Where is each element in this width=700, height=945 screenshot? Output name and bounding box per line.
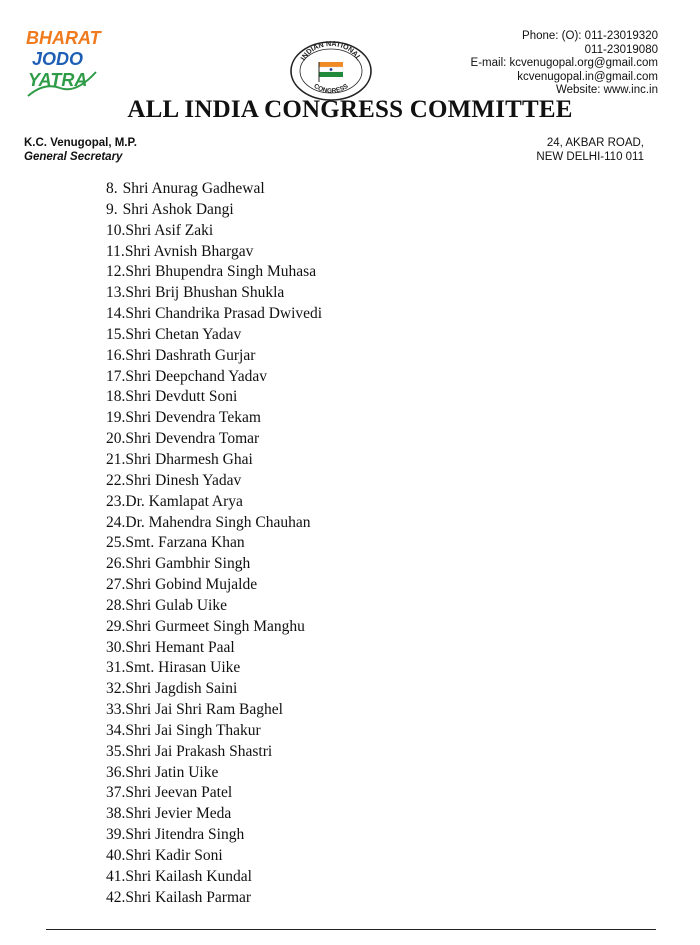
list-item-number: 14. xyxy=(106,305,126,323)
address-line-1: 24, AKBAR ROAD, xyxy=(546,137,644,149)
list-item-number: 33. xyxy=(106,701,126,719)
list-item-name: Shri Dharmesh Ghai xyxy=(125,450,253,468)
list-item-number: 31. xyxy=(106,659,126,677)
list-item-name: Shri Gobind Mujalde xyxy=(125,576,258,594)
list-item xyxy=(106,387,322,408)
list-item xyxy=(106,867,322,888)
list-item-number: 25. xyxy=(106,534,126,552)
list-item-name: Shri Bhupendra Singh Muhasa xyxy=(125,263,317,281)
list-item-name: Shri Jeevan Patel xyxy=(125,784,233,802)
contact-phone: Phone: (O): 011-23019320 xyxy=(522,30,658,42)
list-item-name: Smt. Hirasan Uike xyxy=(125,659,241,677)
list-item-number: 35. xyxy=(106,742,126,760)
list-item-name: Shri Jai Shri Ram Baghel xyxy=(125,701,283,719)
list-item xyxy=(106,492,322,513)
list-item-number: 39. xyxy=(106,826,126,844)
list-item xyxy=(106,700,322,721)
list-item-number: 41. xyxy=(106,867,126,885)
list-item-name: Dr. Mahendra Singh Chauhan xyxy=(125,513,311,531)
list-item xyxy=(106,575,322,596)
list-item-number: 11. xyxy=(106,242,125,260)
list-item-name: Shri Deepchand Yadav xyxy=(125,367,268,385)
list-item xyxy=(106,367,322,388)
contact-email-2: kcvenugopal.in@gmail.com xyxy=(517,70,658,83)
list-item xyxy=(106,617,322,638)
list-item-name: Shri Kailash Parmar xyxy=(125,888,252,906)
list-item xyxy=(106,471,322,492)
list-item-name: Shri Jai Singh Thakur xyxy=(125,721,261,739)
list-item xyxy=(106,200,322,221)
inc-seal-logo xyxy=(288,40,374,102)
list-item-name: Shri Chandrika Prasad Dwivedi xyxy=(125,305,323,323)
list-item xyxy=(106,846,322,867)
list-item xyxy=(106,721,322,742)
bjy-line-2: JODO xyxy=(32,49,84,69)
list-item-number: 24. xyxy=(106,513,126,531)
list-item-number: 37. xyxy=(106,784,126,802)
list-item-name: Shri Hemant Paal xyxy=(125,638,235,656)
list-item-name: Shri Jatin Uike xyxy=(125,763,219,781)
footer-divider xyxy=(46,929,656,930)
bjy-line-3: YATRA xyxy=(28,70,88,90)
seal-top-text: INDIAN NATIONAL xyxy=(298,40,364,62)
list-item-number: 29. xyxy=(106,617,126,635)
list-item-number: 23. xyxy=(106,492,126,510)
list-item-name: Shri Devendra Tomar xyxy=(125,430,260,448)
list-item-name: Shri Jagdish Saini xyxy=(125,680,238,698)
list-item-name: Shri Brij Bhushan Shukla xyxy=(125,284,285,302)
list-item-name: Shri Kailash Kundal xyxy=(125,867,252,885)
sender-role: General Secretary xyxy=(24,151,123,163)
list-item-number: 13. xyxy=(106,284,126,302)
list-item-name: Shri Jitendra Singh xyxy=(125,826,245,844)
list-item-name: Shri Devdutt Soni xyxy=(125,388,238,406)
list-item xyxy=(106,554,322,575)
list-item xyxy=(106,325,322,346)
address-line-2: NEW DELHI-110 011 xyxy=(536,151,644,163)
list-item-number: 30. xyxy=(106,638,126,656)
list-item-name: Shri Avnish Bhargav xyxy=(124,242,254,260)
list-item xyxy=(106,763,322,784)
list-item-number: 9. xyxy=(106,200,118,218)
contact-email: E-mail: kcvenugopal.org@gmail.com xyxy=(470,57,658,70)
list-item xyxy=(106,283,322,304)
sender-name: K.C. Venugopal, M.P. xyxy=(24,137,137,149)
list-item-number: 16. xyxy=(106,346,126,364)
list-item-name: Shri Gurmeet Singh Manghu xyxy=(125,617,305,635)
contact-website: Website: www.inc.in xyxy=(555,84,658,97)
list-item-number: 36. xyxy=(106,763,126,781)
list-item-number: 17. xyxy=(106,367,126,385)
list-item-number: 12. xyxy=(106,263,126,281)
bjy-line-1: BHARAT xyxy=(26,28,101,48)
sender-block xyxy=(24,136,137,164)
committee-title: ALL INDIA CONGRESS COMMITTEE xyxy=(127,96,573,123)
list-item-name: Shri Anurag Gadhewal xyxy=(122,180,265,197)
list-item xyxy=(106,262,322,283)
seal-bottom-text: CONGRESS xyxy=(312,82,350,95)
list-item-number: 22. xyxy=(106,471,126,489)
list-item xyxy=(106,742,322,763)
list-item-number: 15. xyxy=(106,325,126,343)
list-item-number: 20. xyxy=(106,430,126,448)
list-item-number: 42. xyxy=(106,888,126,906)
list-item-name: Smt. Farzana Khan xyxy=(125,534,245,552)
list-item-number: 40. xyxy=(106,847,126,864)
list-item-number: 21. xyxy=(106,450,126,468)
list-item-name: Shri Jevier Meda xyxy=(125,805,232,823)
list-item-name: Shri Jai Prakash Shastri xyxy=(125,742,273,760)
list-item-name: Shri Dashrath Gurjar xyxy=(125,346,256,364)
list-item xyxy=(106,533,322,554)
list-item-name: Shri Dinesh Yadav xyxy=(125,471,242,489)
list-item-name: Shri Kadir Soni xyxy=(125,847,223,864)
list-item-name: Shri Asif Zaki xyxy=(125,221,214,239)
list-item-number: 27. xyxy=(106,576,126,594)
list-item-name: Shri Gambhir Singh xyxy=(125,555,251,573)
list-item xyxy=(106,679,322,700)
list-item-number: 8. xyxy=(106,180,118,197)
list-item-number: 38. xyxy=(106,805,126,823)
list-item-number: 26. xyxy=(106,555,126,573)
list-item-number: 34. xyxy=(106,721,126,739)
list-item xyxy=(106,638,322,659)
list-item-number: 32. xyxy=(106,680,126,698)
list-item-name: Shri Ashok Dangi xyxy=(122,200,234,218)
list-item xyxy=(106,408,322,429)
list-item-number: 10. xyxy=(106,221,126,239)
list-item-number: 18. xyxy=(106,388,126,406)
list-item-name: Dr. Kamlapat Arya xyxy=(125,492,243,510)
list-item xyxy=(106,825,322,846)
list-item xyxy=(106,304,322,325)
list-item-name: Shri Gulab Uike xyxy=(125,596,227,614)
list-item-name: Shri Chetan Yadav xyxy=(125,325,242,343)
list-item xyxy=(106,346,322,367)
list-item-number: 19. xyxy=(106,409,126,427)
list-item xyxy=(106,221,322,242)
list-item xyxy=(106,658,322,679)
member-list xyxy=(106,179,322,909)
list-item xyxy=(106,450,322,471)
address-block xyxy=(536,136,644,164)
contact-phone-2: 011-23019080 xyxy=(584,43,658,56)
list-item xyxy=(106,429,322,450)
list-item xyxy=(106,242,322,263)
list-item xyxy=(106,888,322,909)
list-item-number: 28. xyxy=(106,596,126,614)
list-item xyxy=(106,783,322,804)
list-item xyxy=(106,513,322,534)
list-item xyxy=(106,179,322,200)
list-item-name: Shri Devendra Tekam xyxy=(125,409,261,427)
bharat-jodo-yatra-logo xyxy=(22,22,102,102)
list-item xyxy=(106,596,322,617)
contact-block xyxy=(471,30,658,98)
list-item xyxy=(106,804,322,825)
